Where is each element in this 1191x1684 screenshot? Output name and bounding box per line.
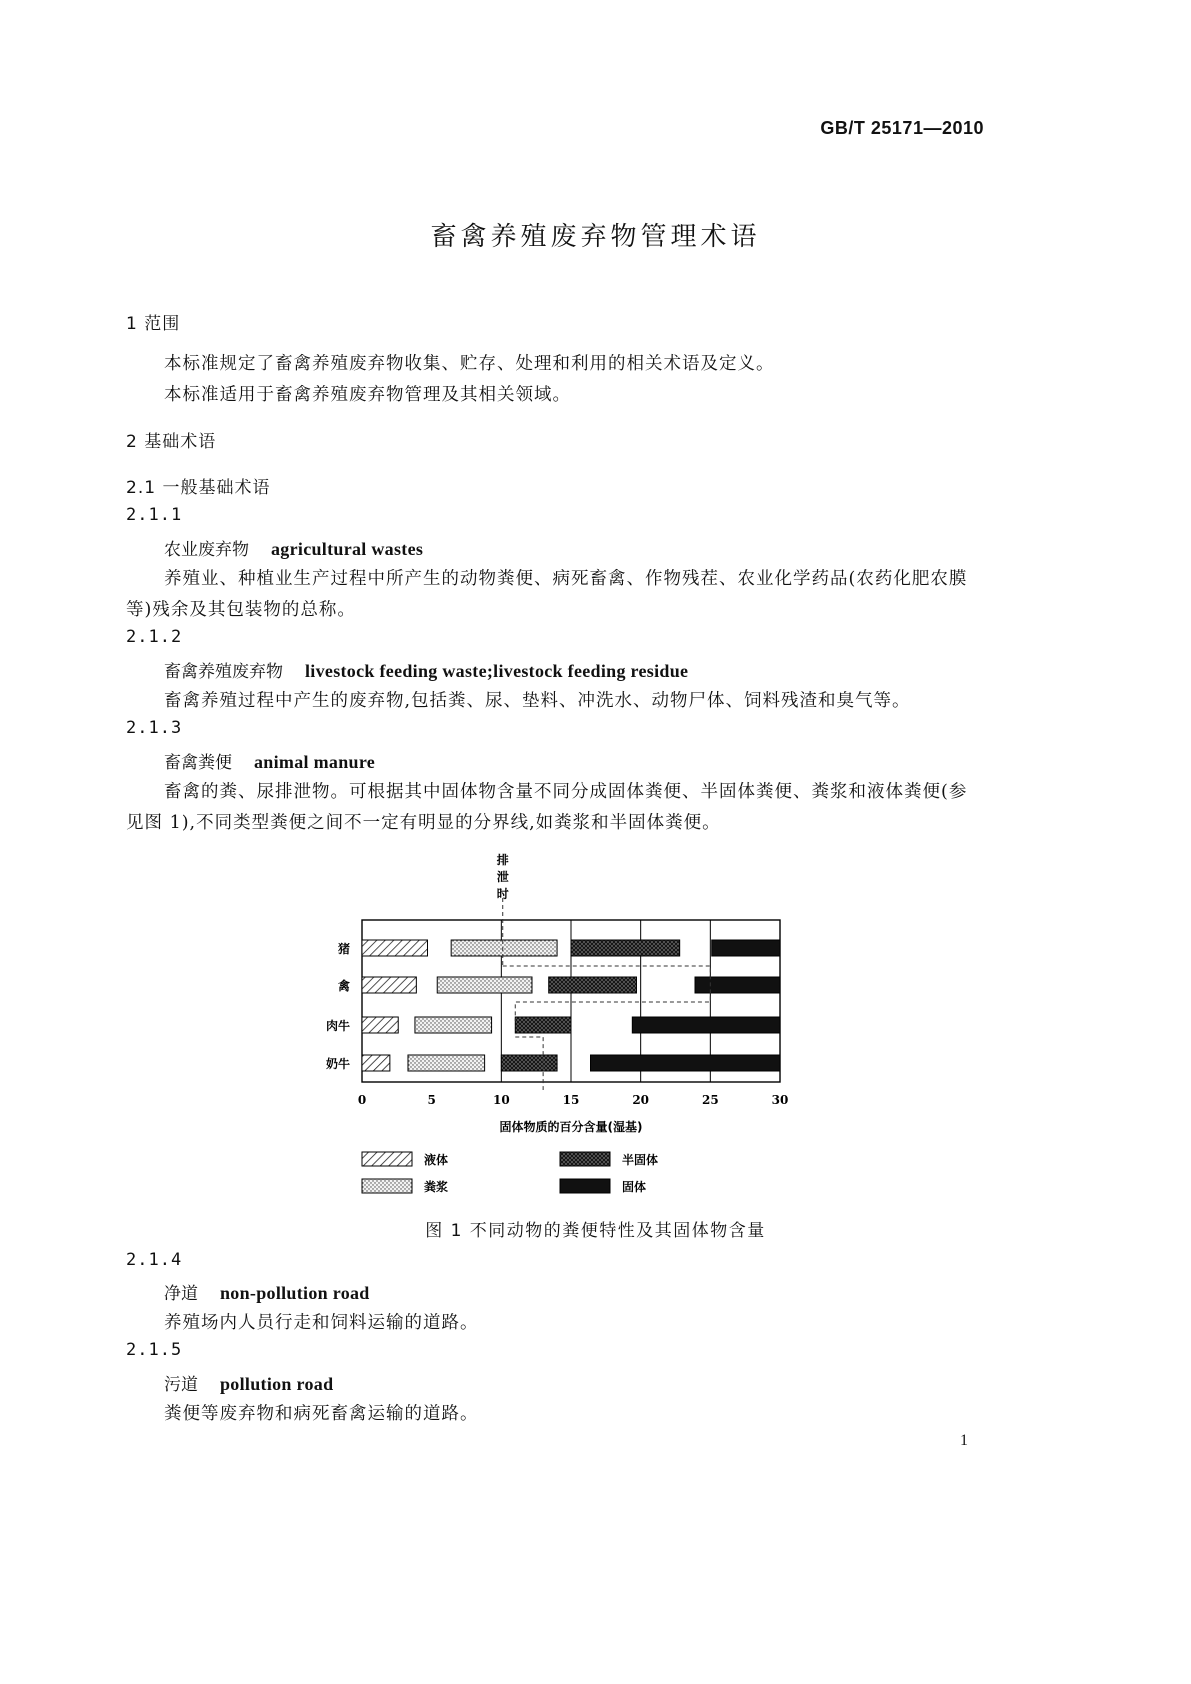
term-cn: 农业废弃物 <box>164 540 249 560</box>
legend-label: 固体 <box>622 1180 647 1194</box>
x-tick-label: 10 <box>492 1093 510 1107</box>
legend-swatch <box>362 1152 412 1166</box>
legend-label: 液体 <box>424 1153 449 1167</box>
scope-paragraph-1: 本标准规定了畜禽养殖废弃物收集、贮存、处理和利用的相关术语及定义。 <box>164 354 775 374</box>
page-number: 1 <box>960 1432 968 1449</box>
bar-固体 <box>591 1055 780 1071</box>
section-2-1-heading: 2.1 一般基础术语 <box>126 478 271 498</box>
section-1-heading: 1 范围 <box>126 314 181 334</box>
scope-paragraph-2: 本标准适用于畜禽养殖废弃物管理及其相关领域。 <box>164 385 571 405</box>
legend-label: 粪浆 <box>424 1180 449 1194</box>
bar-粪浆 <box>415 1017 492 1033</box>
page-title: 畜禽养殖废弃物管理术语 <box>430 222 761 252</box>
legend-label: 半固体 <box>622 1153 659 1167</box>
term-en: agricultural wastes <box>271 539 424 559</box>
term-number: 2.1.4 <box>126 1250 183 1270</box>
bar-半固体 <box>571 940 680 956</box>
term-definition: 粪便等废弃物和病死畜禽运输的道路。 <box>164 1404 479 1424</box>
bar-固体 <box>712 940 780 956</box>
term-heading <box>164 1279 370 1304</box>
bar-粪浆 <box>437 977 532 993</box>
term-definition: 畜禽养殖过程中产生的废弃物,包括粪、尿、垫料、冲洗水、动物尸体、饲料残渣和臭气等。 <box>164 691 911 711</box>
x-tick-label: 15 <box>562 1093 580 1107</box>
bar-粪浆 <box>408 1055 485 1071</box>
bar-粪浆 <box>451 940 557 956</box>
standard-code: GB/T 25171—2010 <box>820 118 984 138</box>
term-definition: 养殖业、种植业生产过程中所产生的动物粪便、病死畜禽、作物残茬、农业化学药品(农药化肥农膜 <box>164 569 968 589</box>
category-label: 禽 <box>337 979 350 993</box>
legend-swatch <box>560 1152 610 1166</box>
bar-液体 <box>362 977 416 993</box>
bar-固体 <box>632 1017 780 1033</box>
bar-半固体 <box>501 1055 557 1071</box>
term-number: 2.1.1 <box>126 505 183 525</box>
term-heading <box>164 748 375 773</box>
bar-固体 <box>695 977 780 993</box>
term-definition: 畜禽的粪、尿排泄物。可根据其中固体物含量不同分成固体粪便、半固体粪便、粪浆和液体粪便(参 <box>164 782 968 802</box>
term-number: 2.1.2 <box>126 627 183 647</box>
term-number: 2.1.5 <box>126 1340 183 1360</box>
bar-液体 <box>362 940 427 956</box>
term-cn: 净道 <box>164 1284 198 1304</box>
x-tick-label: 20 <box>632 1093 650 1107</box>
category-label: 猪 <box>337 942 350 956</box>
term-en: non-pollution road <box>220 1283 370 1303</box>
figure-caption: 图 1 不同动物的粪便特性及其固体物含量 <box>425 1221 766 1241</box>
x-tick-label: 0 <box>357 1093 367 1107</box>
excretion-annotation: 泄 <box>496 870 509 884</box>
x-axis-label: 固体物质的百分含量(湿基) <box>499 1120 643 1134</box>
bar-液体 <box>362 1055 390 1071</box>
bar-半固体 <box>549 977 637 993</box>
term-definition-cont: 见图 1),不同类型粪便之间不一定有明显的分界线,如粪浆和半固体粪便。 <box>126 813 721 833</box>
term-number: 2.1.3 <box>126 718 183 738</box>
term-en: animal manure <box>254 752 376 772</box>
term-en: livestock feeding waste;livestock feeding residue <box>305 661 689 681</box>
x-tick-label: 5 <box>427 1093 436 1107</box>
term-cn: 污道 <box>164 1375 198 1395</box>
legend-swatch <box>362 1179 412 1193</box>
category-label: 奶牛 <box>325 1057 350 1071</box>
legend-swatch <box>560 1179 610 1193</box>
bar-半固体 <box>515 1017 571 1033</box>
term-cn: 畜禽养殖废弃物 <box>164 662 283 682</box>
bar-液体 <box>362 1017 398 1033</box>
term-definition-cont: 等)残余及其包装物的总称。 <box>126 600 356 620</box>
excretion-annotation: 时 <box>496 887 509 901</box>
section-2-heading: 2 基础术语 <box>126 432 217 452</box>
x-tick-label: 25 <box>701 1093 719 1107</box>
term-heading <box>164 535 423 560</box>
category-label: 肉牛 <box>325 1019 350 1033</box>
solids-content-chart <box>325 853 810 1210</box>
term-definition: 养殖场内人员行走和饲料运输的道路。 <box>164 1313 479 1333</box>
excretion-annotation: 排 <box>496 853 509 867</box>
term-heading <box>164 657 688 682</box>
term-heading <box>164 1370 333 1395</box>
term-cn: 畜禽粪便 <box>164 753 232 773</box>
term-en: pollution road <box>220 1374 334 1394</box>
x-tick-label: 30 <box>771 1093 789 1107</box>
